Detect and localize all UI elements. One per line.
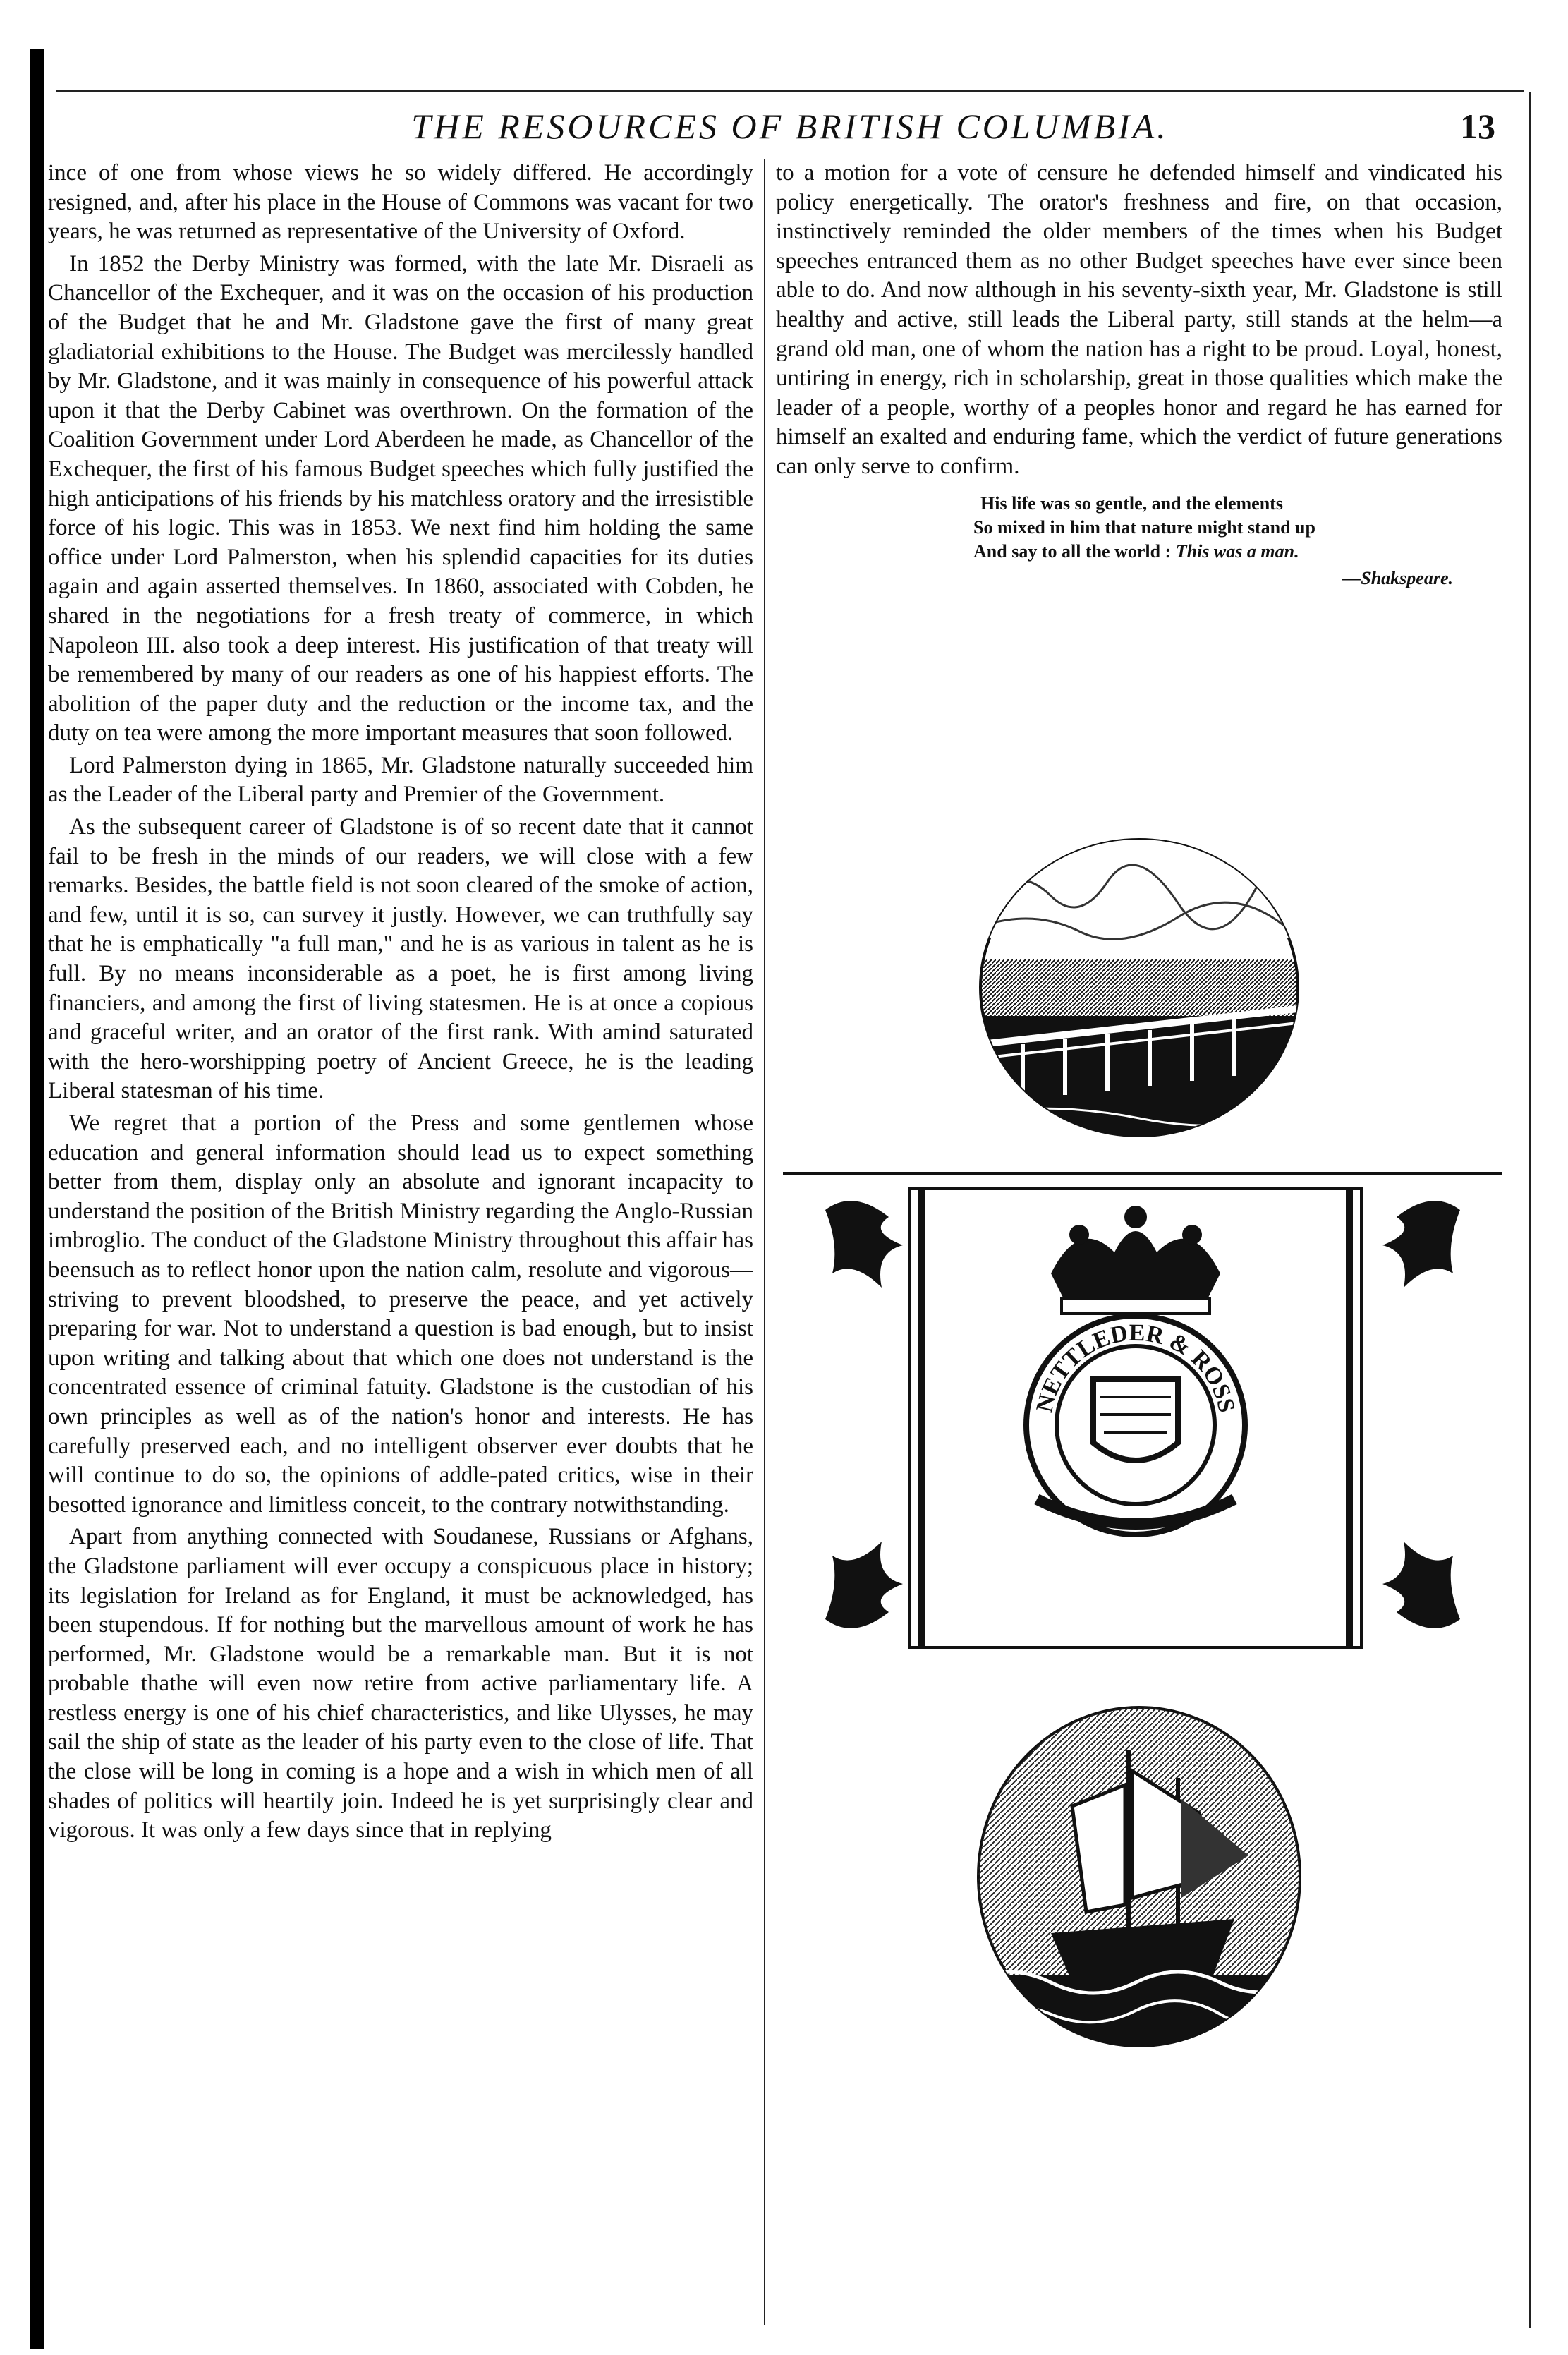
crown-icon <box>1051 1206 1220 1314</box>
binding-edge <box>30 49 44 2349</box>
paragraph: Lord Palmerston dying in 1865, Mr. Gladstone naturally succeeded him as the Leader of the Liberal party and Premier of the Government. <box>48 752 753 808</box>
poem-attribution: —Shakspeare. <box>1342 567 1453 588</box>
poem-line: His life was so gentle, and the elements <box>980 492 1283 514</box>
column-divider <box>764 159 765 2325</box>
paragraph: As the subsequent career of Gladstone is of so recent date that it cannot fail to be fresh in the minds of our readers, we will close with a few remarks. Besides, the battle field is not soon cleared of the smoke of action, and few, until it is so, can survey it justly. However, we can truthfully say that he is emphatically "a full man," and he is as various in talent as he is full. By no means inconsiderable as a poet, he is first among living financiers, and among the first of living statesmen. He is at once a copious and graceful writer, and an orator of the first rank. With amind saturated with the hero-worshipping poetry of Ancient Greece, he is the leading Liberal statesman of his time. <box>48 814 753 1104</box>
engraving-ship-medallion <box>966 1700 1312 2053</box>
engraving-bridge-medallion <box>966 833 1312 1143</box>
poem-line: So mixed in him that nature might stand up <box>973 516 1315 538</box>
paragraph: Apart from anything connected with Soudanese, Russians or Afghans, the Gladstone parliament will ever occupy a conspicuous place in history; its legislation for Ireland as for England, it must be acknowledged, has been stupendous. If for nothing but the marvellous amount of work he has performed, Mr. Gladstone would be a remarkable man. But it is not probable thathe will even now retire from active parliamentary life. A restless energy is one of his chief characteristics, and like Ulysses, he may sail the ship of state as the leader of his party even to the close of life. That the close will be long in coming is a hope and a wish in which men of all shades of politics will heartily join. Indeed he is yet surprisingly clear and vigorous. It was only a few days since that in replying <box>48 1524 753 1844</box>
poem-line-text: And say to all the world : <box>973 540 1176 562</box>
paragraph: to a motion for a vote of censure he defended himself and vindicated his policy energetically. The orator's freshness and fire, on that occasion, instinctively reminded the older members of the times when his Budget speeches entranced them as no other Budget speeches have ever since been able to do. And now although in his seventy-sixth year, Mr. Gladstone is still healthy and active, still leads the Liberal party, still stands at the helm—a grand old man, one of whom the nation has a right to be proud. Loyal, honest, untiring in energy, rich in scholarship, great in those qualities which make the leader of a people, worthy of a peoples honor and regard he has earned for himself an exalted and enduring fame, which the verdict of future generations can only serve to confirm. <box>776 160 1502 479</box>
right-column <box>776 159 1502 593</box>
poem-quote <box>973 492 1502 564</box>
page-header <box>56 106 1524 148</box>
running-title: THE RESOURCES OF BRITISH COLUMBIA. <box>411 107 1169 146</box>
coat-of-arms-seal <box>783 1168 1502 1669</box>
poem-line <box>973 540 1502 564</box>
seal-ring-text: NETTLEDER & ROSS <box>1031 1319 1240 1415</box>
header-rule <box>56 90 1524 92</box>
shield-icon <box>1093 1379 1178 1460</box>
paragraph: ince of one from whose views he so widely differed. He accordingly resigned, and, after his place in the House of Commons was vacant for two years, he was returned as representative of the University of Oxford. <box>48 160 753 245</box>
page-number: 13 <box>1460 107 1495 146</box>
right-border <box>1529 92 1531 2328</box>
paragraph: We regret that a portion of the Press and some gentlemen whose education and general information should lead us to expect something better from them, display only an absolute and ignorant incapacity to understand the position of the British Ministry regarding the Anglo-Russian imbroglio. The conduct of the Gladstone Ministry throughout this affair has beensuch as to reflect honor upon the nation calm, resolute and vigorous—striving to prevent bloodshed, to preserve the peace, and yet actively preparing for war. Not to understand a question is bad enough, but to insist upon writing and talking about that which one does not understand is the concentrated essence of criminal fatuity. Gladstone is the custodian of his own principles as well as of the nation's honor and interests. He has carefully preserved each, and no intelligent observer ever doubts that he will continue to do so, the opinions of addle-pated critics, wise in their besotted ignorance and limitless conceit, to the contrary notwithstanding. <box>48 1110 753 1518</box>
poem-line-emphasis: This was a man. <box>1175 540 1299 562</box>
left-column <box>48 159 753 2325</box>
paragraph: In 1852 the Derby Ministry was formed, with the late Mr. Disraeli as Chancellor of the Exchequer, and it was on the occasion of his production of the Budget that he and Mr. Gladstone gave the first of many great gladiatorial exhibitions to the House. The Budget was mercilessly handled by Mr. Gladstone, and it was mainly in consequence of his powerful attack upon it that the Derby Cabinet was overthrown. On the formation of the Coalition Government under Lord Aberdeen he made, as Chancellor of the Exchequer, the first of his famous Budget speeches which fully justified the high anticipations of his friends by his matchless oratory and the irresistible force of his logic. This was in 1853. We next find him holding the same office under Lord Palmerston, when his splendid capacities for its duties again and again asserted themselves. In 1860, associated with Cobden, he shared in the negotiations for a fresh treaty of commerce, in which Napoleon III. also took a deep interest. His justification of that treaty will be remembered by many of our readers as one of his happiest efforts. The abolition of the paper duty and the reduction or the income tax, and the duty on tea were among the more important measures that soon followed. <box>48 250 753 746</box>
